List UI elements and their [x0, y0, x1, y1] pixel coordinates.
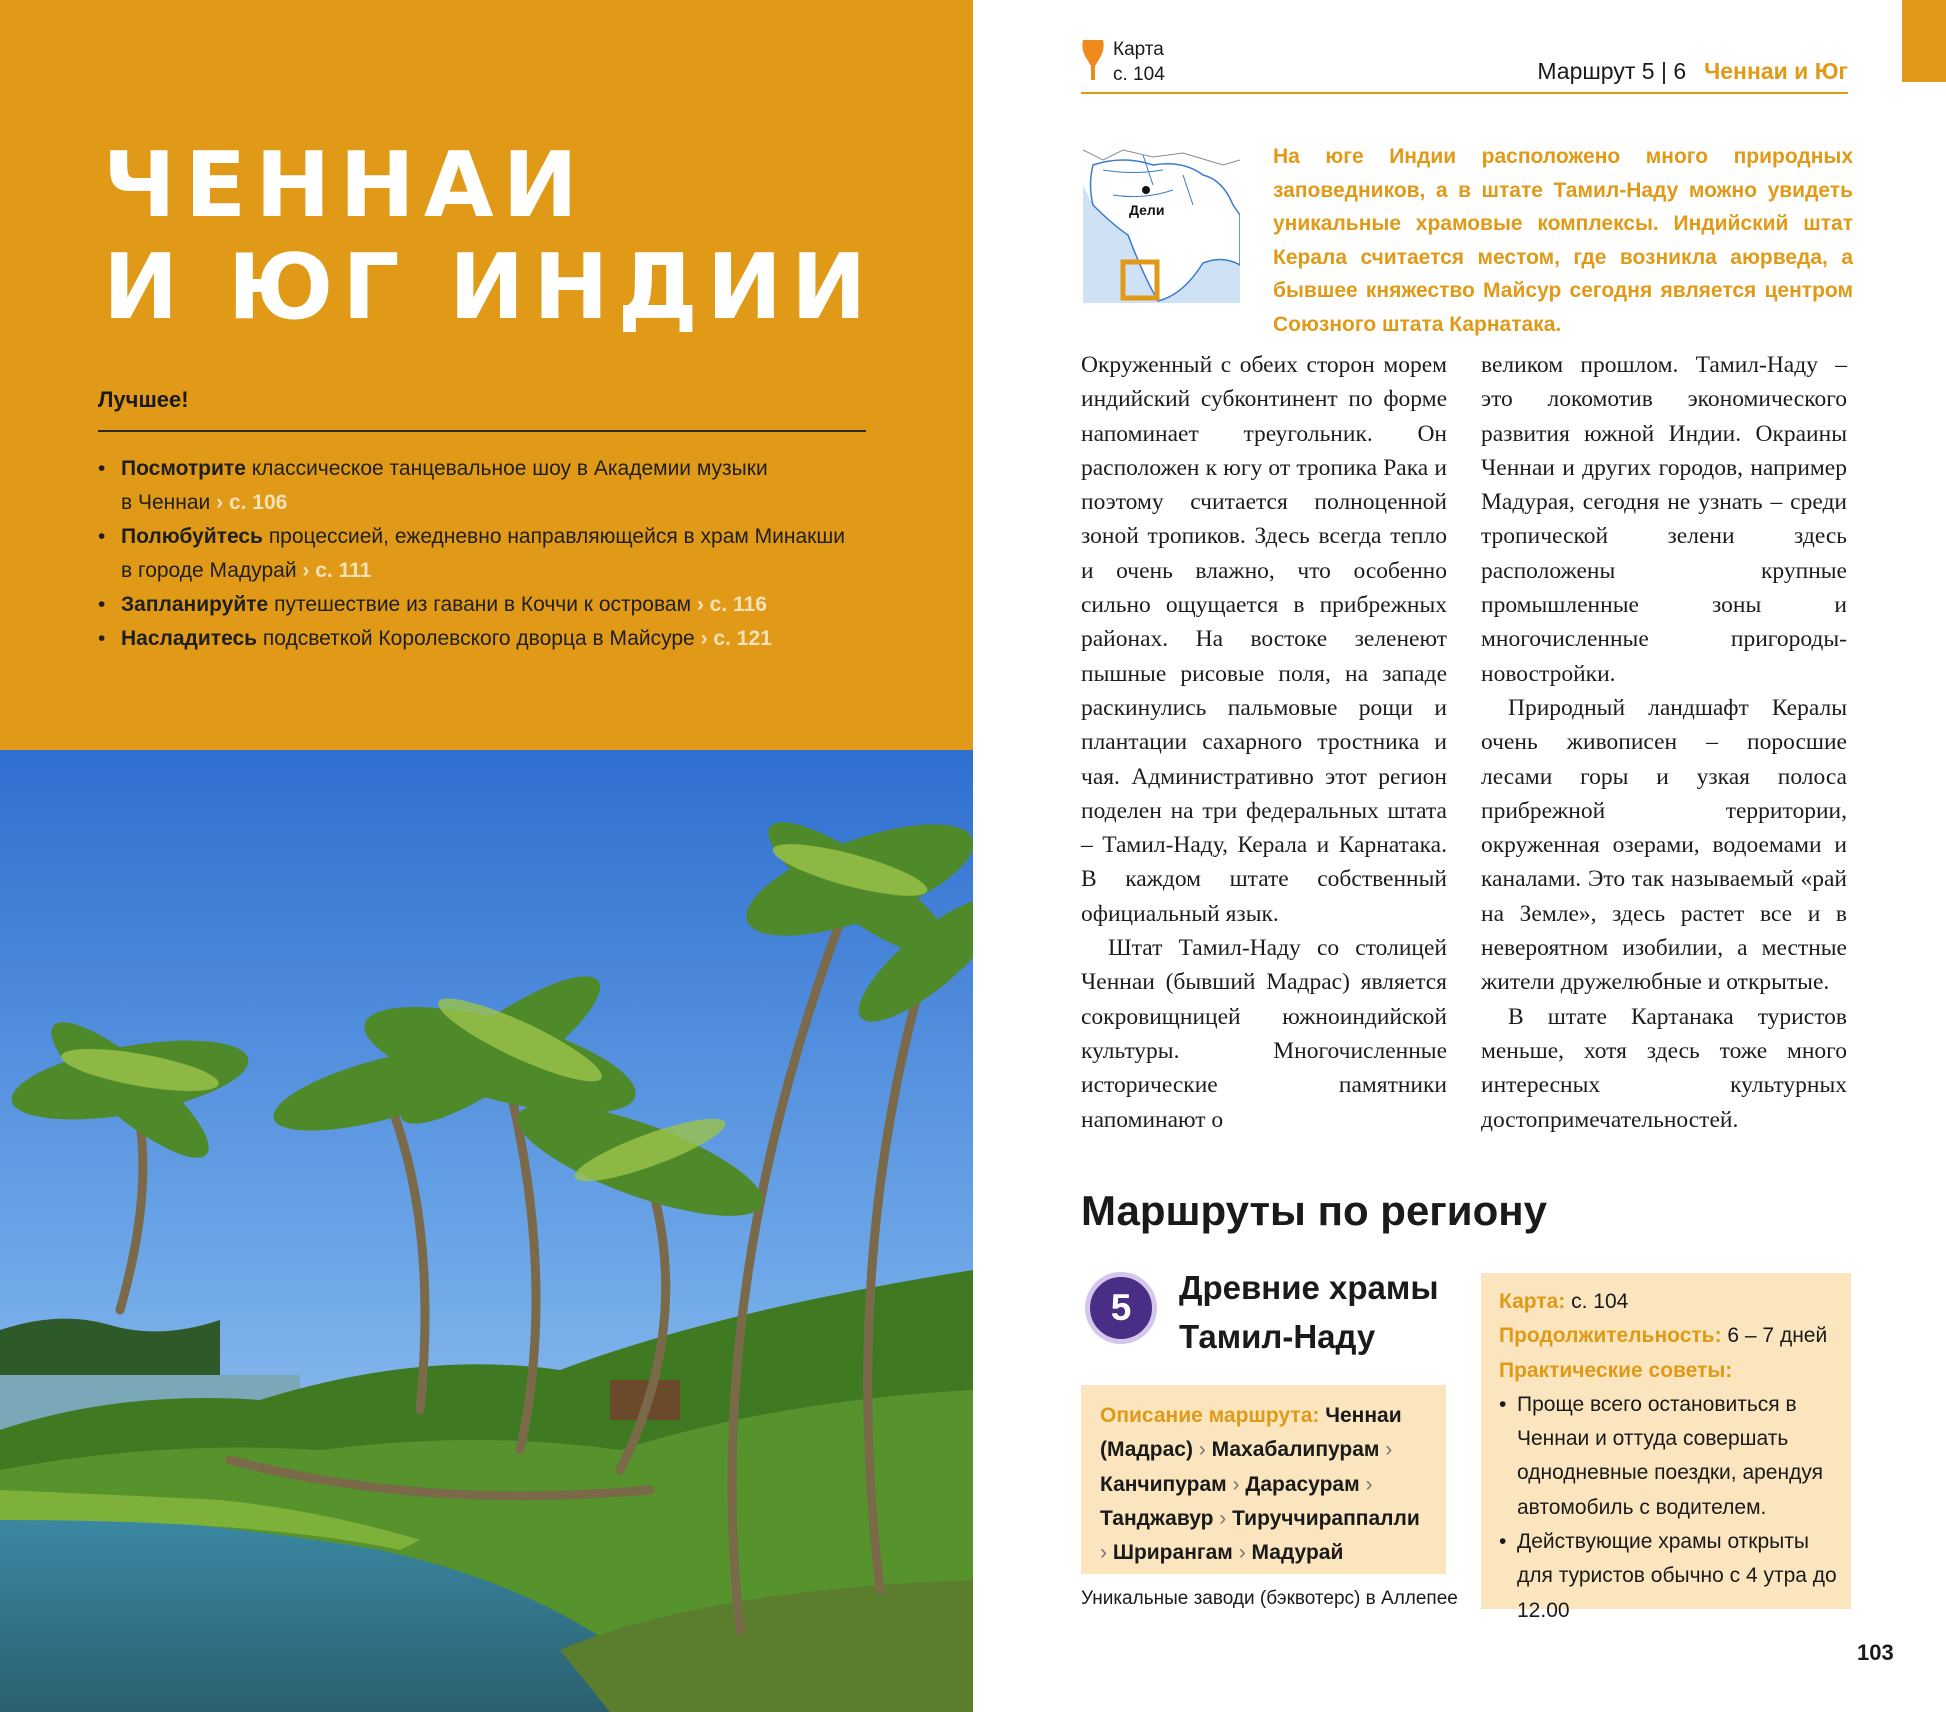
best-item — [98, 452, 845, 520]
best-item-text-cont: в Ченнаи — [121, 491, 211, 514]
chapter-header-panel — [0, 0, 973, 750]
body-paragraph: Штат Тамил-Наду со столицей Ченнаи (бывший Мадрас) является сокровищницей южноиндийской культуры. Многочисленные исторические памятники напоминают о — [1081, 935, 1447, 1133]
body-paragraph: Окруженный с обеих сторон морем индийский субконтинент по форме напоминает треугольник. Он расположен к югу от тропика Рака и поэтому считается полноценной зоной тропиков. Здесь всегда тепло и очень влажно, что особенно сильно ощущается в прибрежных районах. На востоке зеленеют пышные рисовые поля, на западе раскинулись пальмовые рощи и плантации сахарного тростника и чая. Административно этот регион поделен на три федеральных штата – Тамил-Наду, Керала и Карнатака. В каждом штате собственный официальный язык. — [1081, 352, 1447, 927]
map-reference-label: Карта — [1113, 39, 1164, 60]
page-reference-link[interactable]: › с. 121 — [700, 627, 772, 650]
route-info-box — [1481, 1273, 1851, 1622]
best-item — [98, 622, 845, 656]
route-stop-separator: › — [1238, 1541, 1246, 1565]
intro-lead: На юге Индии расположено много природных заповедников, а в штате Тамил-Наду можно увидеть уникальные храмовые комплексы. Индийский штат Керала считается местом, где возникла аюрведа, а бывшее княжество Майсур сегодня является центром Союзного штата Карнатака. — [1273, 145, 1853, 336]
best-divider — [98, 430, 866, 432]
best-heading: Лучшее! — [98, 387, 189, 412]
best-item-text: подсветкой Королевского дворца в Майсуре — [262, 627, 695, 650]
route-stop-separator: › — [1232, 1472, 1240, 1496]
map-pin-icon — [1081, 38, 1105, 82]
info-map-label: Карта: — [1499, 1290, 1566, 1313]
route-description-box — [1081, 1385, 1446, 1574]
map-reference[interactable] — [1113, 37, 1165, 87]
best-item — [98, 520, 845, 588]
map-city-label: Дели — [1129, 202, 1165, 218]
best-item-verb: Насладитесь — [121, 627, 258, 650]
route-stop: Дарасурам — [1245, 1472, 1360, 1496]
page-reference-link[interactable]: › с. 111 — [302, 559, 372, 582]
route-numbers: Маршрут 5 | 6 — [1537, 58, 1687, 84]
body-column-1 — [1081, 348, 1447, 1137]
route-stop-separator: › — [1100, 1541, 1107, 1565]
route-name — [1179, 1263, 1439, 1361]
route-description-label: Описание маршрута: — [1100, 1404, 1320, 1427]
info-map-value[interactable]: с. 104 — [1571, 1290, 1629, 1313]
chapter-title — [103, 135, 875, 339]
tip-item: • Проще всего остановиться в Ченнаи и оттуда совершать однодневные поездки, арендуя автомобиль с водителем. — [1499, 1388, 1839, 1525]
best-item — [98, 588, 845, 622]
tips-list — [1499, 1388, 1839, 1628]
body-paragraph: великом прошлом. Тамил-Наду – это локомотив экономического развития южной Индии. Окраины Ченнаи и других городов, например Мадурая, сегодня не узнать – среди тропической зелени здесь расположены крупные промышленные зоны и многочисленные пригороды-новостройки. — [1481, 352, 1847, 687]
route-stop: Шрирангам — [1112, 1541, 1233, 1565]
route-number-badge: 5 — [1085, 1272, 1157, 1344]
backwaters-photo — [0, 750, 973, 1712]
best-item-text: процессией, ежедневно направляющейся в храм Минакши — [268, 525, 845, 548]
chapter-tab — [1902, 0, 1946, 82]
info-tips-label: Практические советы: — [1499, 1358, 1733, 1382]
map-reference-page: с. 104 — [1113, 64, 1165, 85]
body-paragraph: В штате Картанака туристов меньше, хотя здесь тоже много интересных культурных достопримечательностей. — [1481, 1003, 1847, 1133]
route-stop-separator: › — [1365, 1472, 1373, 1496]
best-item-text: классическое танцевальное шоу в Академии музыки — [251, 457, 768, 480]
page-reference-link[interactable]: › с. 116 — [696, 593, 767, 616]
info-duration-label: Продолжительность: — [1499, 1324, 1722, 1348]
body-paragraph: Природный ландшафт Кералы очень живописен – поросшие лесами горы и узкая полоса прибрежной территории, окруженная озерами, водоемами и каналами. Это так называемый «рай на Земле», здесь растет все и в невероятном изобилии, а местные жители дружелюбные и открытые. — [1481, 694, 1847, 996]
route-stop: Канчипурам — [1100, 1472, 1227, 1496]
route-stop: Махабалипурам — [1211, 1438, 1380, 1462]
best-item-verb: Посмотрите — [121, 457, 246, 480]
header-divider — [1081, 92, 1848, 94]
info-duration-value: 6 – 7 дней — [1727, 1324, 1828, 1348]
route-stop-separator: › — [1385, 1438, 1393, 1462]
tip-item: • Действующие храмы открыты для туристов обычно с 4 утра до 12.00 — [1499, 1525, 1839, 1628]
page-number: 103 — [1857, 1640, 1894, 1665]
route-stops — [1100, 1404, 1420, 1564]
route-stop: Танджавур — [1100, 1506, 1214, 1530]
route-name-line-1: Древние храмы — [1179, 1269, 1439, 1306]
best-item-verb: Запланируйте — [121, 593, 269, 616]
route-stop: Мадурай — [1251, 1541, 1344, 1565]
best-item-text-cont: в городе Мадурай — [121, 559, 297, 582]
chapter-title-line-1: ЧЕННАИ — [103, 133, 587, 238]
route-stop-separator: › — [1198, 1438, 1206, 1462]
region-routes-heading: Маршруты по региону — [1081, 1187, 1547, 1234]
best-item-verb: Полюбуйтесь — [121, 525, 263, 548]
body-column-2 — [1481, 348, 1847, 1137]
route-stop: Ченнаи (Мадрас) — [1100, 1404, 1402, 1462]
running-header — [1537, 58, 1848, 85]
route-stop: Тируччираппалли — [1232, 1506, 1420, 1530]
best-list — [98, 452, 845, 656]
page-reference-link[interactable]: › с. 106 — [216, 491, 288, 514]
chapter-title-line-2: И ЮГ ИНДИИ — [103, 235, 876, 340]
best-item-text: путешествие из гавани в Коччи к островам — [274, 593, 692, 616]
route-name-line-2: Тамил-Наду — [1179, 1318, 1376, 1355]
route-stop-separator: › — [1219, 1506, 1227, 1530]
india-locator-map — [1083, 145, 1240, 303]
photo-caption: Уникальные заводи (бэквотерс) в Аллепее — [1081, 1588, 1458, 1609]
running-header-title: Ченнаи и Юг — [1704, 58, 1848, 84]
